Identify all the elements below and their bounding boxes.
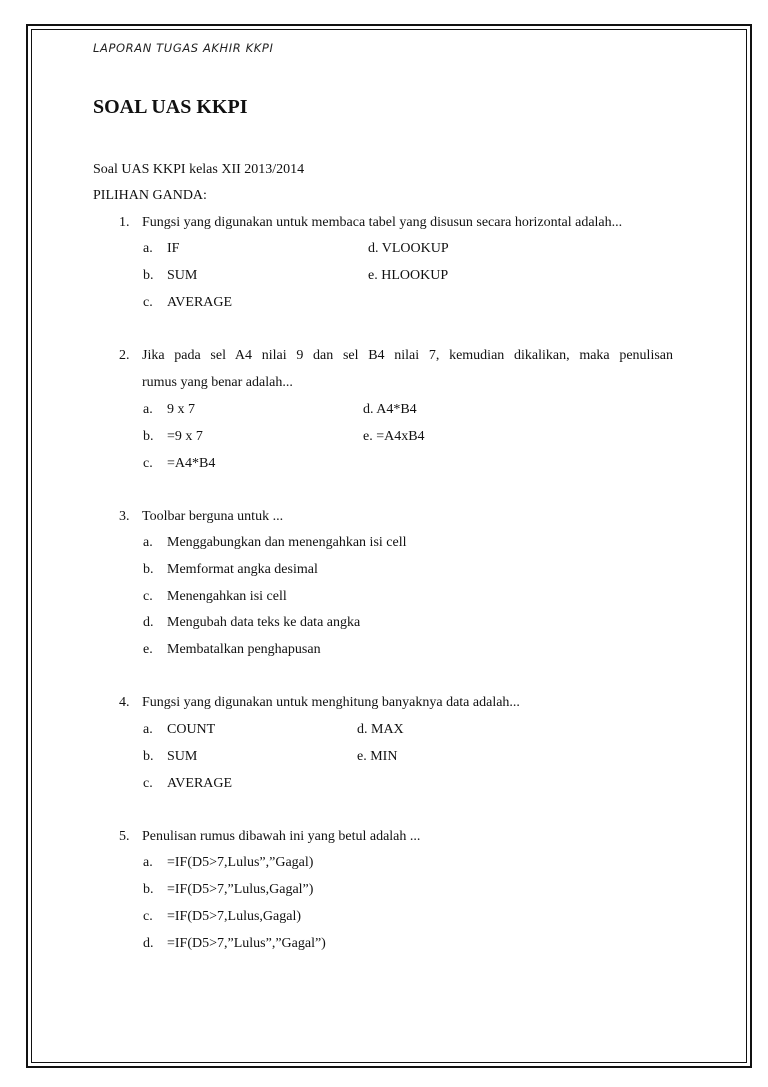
question-number: 3. <box>119 509 130 524</box>
question-number: 1. <box>119 215 130 230</box>
question-text-line2: rumus yang benar adalah... <box>142 375 293 390</box>
option-a: a. COUNT <box>143 722 216 737</box>
option-e: e. Membatalkan penghapusan <box>143 642 321 657</box>
option-e: e. HLOOKUP <box>368 268 449 283</box>
question-number: 2. <box>119 348 130 363</box>
option-d: d. =IF(D5>7,”Lulus”,”Gagal”) <box>143 936 326 951</box>
option-c: c. Menengahkan isi cell <box>143 589 287 604</box>
option-e: e. =A4xB4 <box>363 429 425 444</box>
option-b: b. SUM <box>143 268 198 283</box>
question-text: Toolbar berguna untuk ... <box>142 509 284 524</box>
option-c: c. AVERAGE <box>143 295 233 310</box>
option-a: a. =IF(D5>7,Lulus”,”Gagal) <box>143 855 314 870</box>
option-d: d. A4*B4 <box>363 402 417 417</box>
option-d: d. MAX <box>357 722 404 737</box>
option-b: b. =9 x 7 <box>143 429 203 444</box>
question-text: Fungsi yang digunakan untuk membaca tabel yang disusun secara horizontal adalah... <box>142 215 623 230</box>
question-text: Fungsi yang digunakan untuk menghitung banyaknya data adalah... <box>142 695 520 710</box>
question-number: 4. <box>119 695 130 710</box>
option-b: b. =IF(D5>7,”Lulus,Gagal”) <box>143 882 314 897</box>
subtitle: Soal UAS KKPI kelas XII 2013/2014 <box>93 162 305 177</box>
option-b: b. SUM <box>143 749 198 764</box>
option-c: c. =A4*B4 <box>143 456 216 471</box>
question-number: 5. <box>119 829 130 844</box>
option-c: c. =IF(D5>7,Lulus,Gagal) <box>143 909 301 924</box>
option-a: a. Menggabungkan dan menengahkan isi cell <box>143 535 407 550</box>
page-header: LAPORAN TUGAS AKHIR KKPI <box>93 41 274 55</box>
option-d: d. VLOOKUP <box>368 241 449 256</box>
option-b: b. Memformat angka desimal <box>143 562 318 577</box>
option-a: a. 9 x 7 <box>143 402 195 417</box>
section-heading: PILIHAN GANDA: <box>93 188 207 203</box>
page-title: SOAL UAS KKPI <box>93 96 248 118</box>
option-d: d. Mengubah data teks ke data angka <box>143 615 361 630</box>
question-text-line1: Jika pada sel A4 nilai 9 dan sel B4 nilai 7, kemudian dikalikan, maka penulisan <box>142 348 673 363</box>
option-a: a. IF <box>143 241 180 256</box>
option-c: c. AVERAGE <box>143 776 233 791</box>
option-e: e. MIN <box>357 749 398 764</box>
question-text: Penulisan rumus dibawah ini yang betul adalah ... <box>142 829 421 844</box>
